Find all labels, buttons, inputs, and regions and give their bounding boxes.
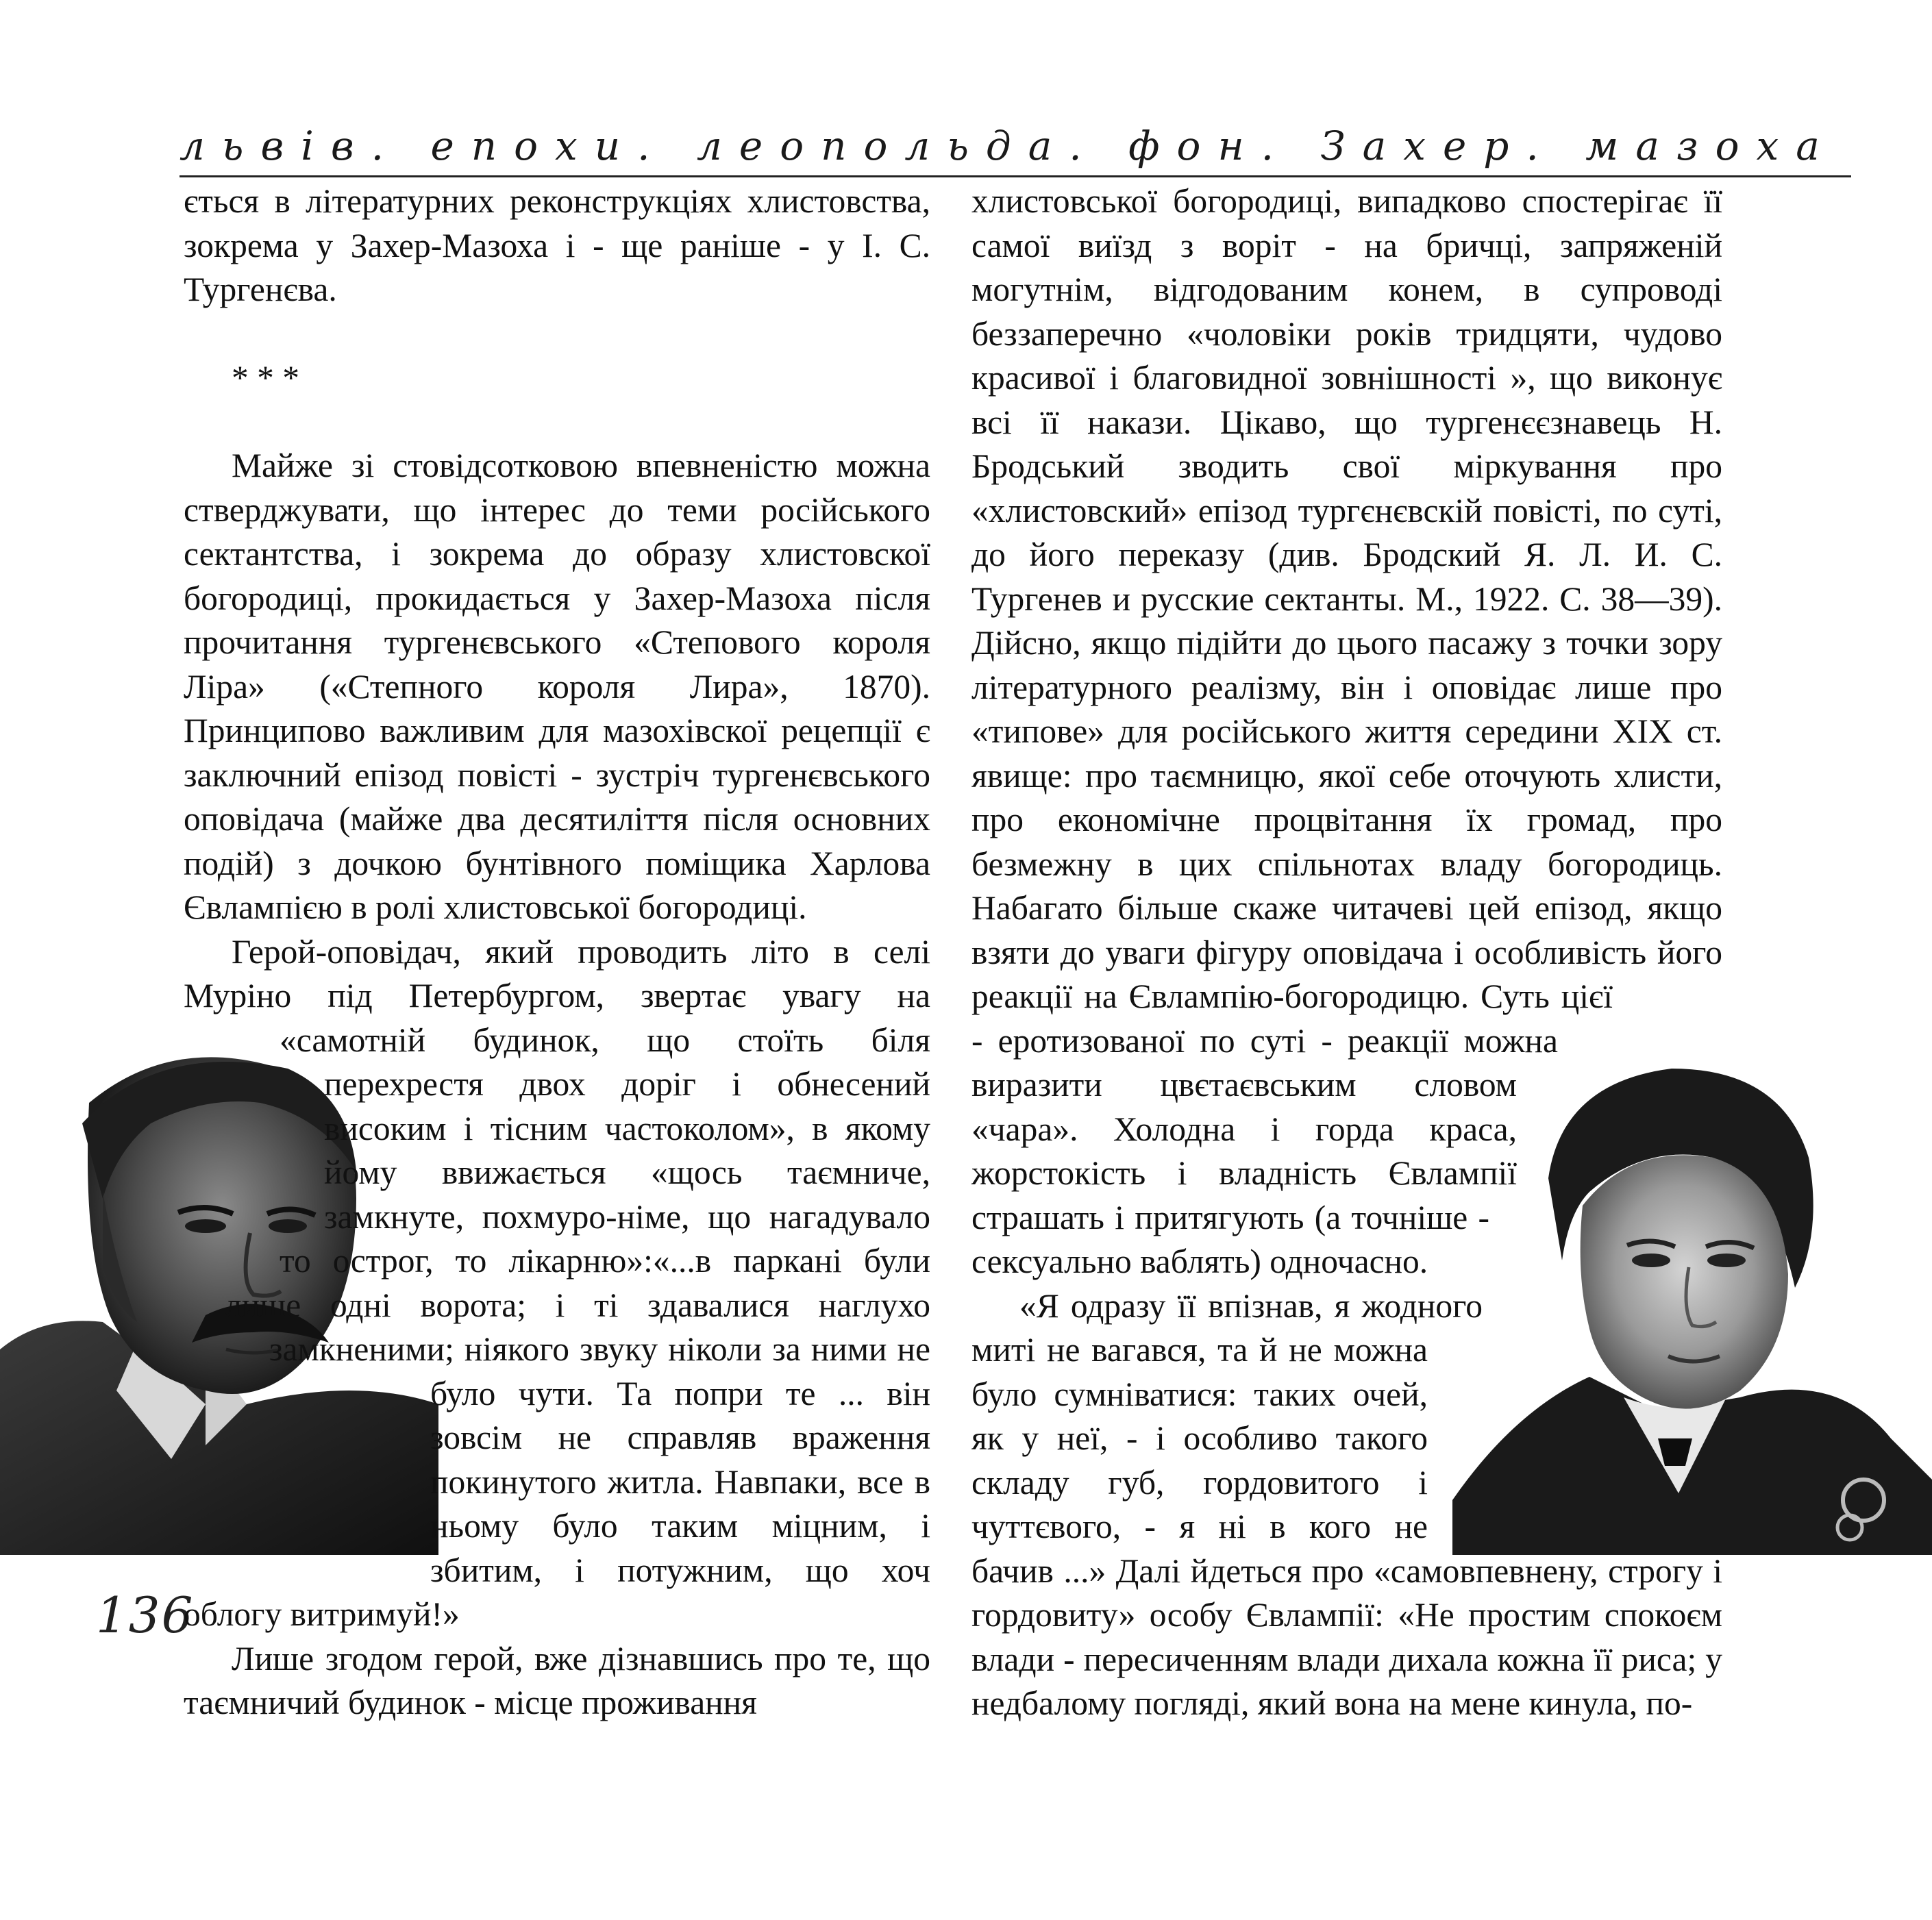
- left-paragraph-4: Лише згодом герой, вже дізнавшись про те, що таємничий будинок - місце проживання: [184, 1639, 930, 1721]
- wrap-spacer: [184, 1284, 225, 1328]
- wrap-spacer: [1517, 1151, 1722, 1240]
- wrap-spacer: [1558, 1063, 1722, 1108]
- wrap-spacer: [184, 1019, 280, 1063]
- wrap-spacer: [1489, 1240, 1722, 1284]
- running-title: львів. епохи. леопольда. фон. Захер. мазоха: [179, 123, 1837, 169]
- section-divider: * * *: [232, 358, 299, 397]
- right-paragraph-2: «Я одразу її впізнав, я жодного миті не вагався, та й не можна було сумніватися: таких очей, як у неї, - і особливо такого складу губ, гордовитого і чуттєвого, - я ні в кого не бачив ...» Далі йдеться про «самовпевнену, строгу і гордовиту» особу Євлампії: «Не простим спокоєм влади - пересиченням влади дихала кожна її риса; у недбалому погляді, який вона на мене кинула, по-: [971, 1286, 1722, 1722]
- wrap-spacer: [184, 1327, 269, 1372]
- left-text-column: [184, 179, 930, 1725]
- wrap-spacer: [1489, 1284, 1722, 1328]
- left-paragraph-1: ється в літературних реконструкціях хлистовства, зокрема у Захер-Мазоха і - ще раніше - у І. С. Тургенєва.: [184, 182, 930, 308]
- page-number: 136: [96, 1586, 195, 1644]
- left-wrap-region: [184, 930, 930, 1637]
- right-wrap-region: [971, 179, 1722, 1726]
- right-text-column: [971, 179, 1722, 1726]
- left-paragraph-2: Майже зі стовідсотковою впевненістю можна стверджувати, що інтерес до теми російського сектантства, і зокрема до образу хлистовскої богородиці, прокидається у Захер-Мазоха після прочитання тургенєвського «Степового короля Ліра» («Степного короля Лира», 1870). Принципово важливим для мазохівскої рецепції є заключний епізод повісті - зустріч тургенєвського оповідача (майже два десятиліття після основних подій) з дочкою бунтівного поміщика Харлова Євлампією в ролі хлистовської богородиці.: [184, 447, 930, 926]
- wrap-spacer: [1483, 1328, 1722, 1373]
- wrap-spacer: [1517, 1107, 1722, 1151]
- left-paragraph-3: Герой-оповідач, який проводить літо в селі Муріно під Петербургом, звертає увагу на «самотній будинок, що стоїть біля перехрестя двох доріг і обнесений високим і тісним частоколом», в якому йому ввижається «щось таємниче, замкнуте, похмуро-німе, що нагадувало то острог, то лікарню»:«...в паркані були лише одні ворота; і ті здавалися наглухо замкненими; ніякого звуку ніколи за ними не було чути. Та попри те ... він зовсім не справляв враження покинутого житла. Навпаки, все в ньому було таким міцним, і збитим, і потужним, що хоч облогу витримуй!»: [184, 932, 930, 1633]
- running-header: [179, 122, 1851, 185]
- wrap-spacer: [1428, 1372, 1722, 1549]
- wrap-spacer: [184, 1372, 430, 1593]
- wrap-spacer: [184, 1062, 324, 1239]
- wrap-spacer: [1613, 1019, 1722, 1063]
- wrap-spacer: [184, 1239, 280, 1284]
- right-paragraph-1: хлистовської богородиці, випадково спостерігає її самої виїзд з воріт - на бричці, запряженій могутнім, відгодованим конем, в супроводі беззаперечно «чоловіки років тридцяти, чудово красивої і благовидної зовнішності », що виконує всі її накази. Цікаво, що тургенєєзнавець Н. Бродський зводить свої міркування про «хлистовский» епізод тургєнєвскій повісті, по суті, до його переказу (див. Бродский Я. Л. И. С. Тургенев и русские сектанты. М., 1922. С. 38—39). Дійсно, якщо підійти до цього пасажу з точки зору літературного реалізму, він і оповідає лише про «типове» для російського життя середини XIX ст. явище: про таємницю, якої себе оточують хлисти, про економічне процвітання їх громад, про безмежну в цих спільнотах владу богородиць. Набагато більше скаже читачеві цей епізод, якщо взяти до уваги фігуру оповідача і особливість його реакції на Євлампію-богородицю. Суть цієї - еротизованої по суті - реакції можна виразити цвєтаєвським словом «чара». Холодна і горда краса, жорстокість і владність Євлампії страшать і притягують (а точніше - сексуально ваблять) одночасно.: [971, 182, 1722, 1280]
- header-rule: [179, 175, 1851, 177]
